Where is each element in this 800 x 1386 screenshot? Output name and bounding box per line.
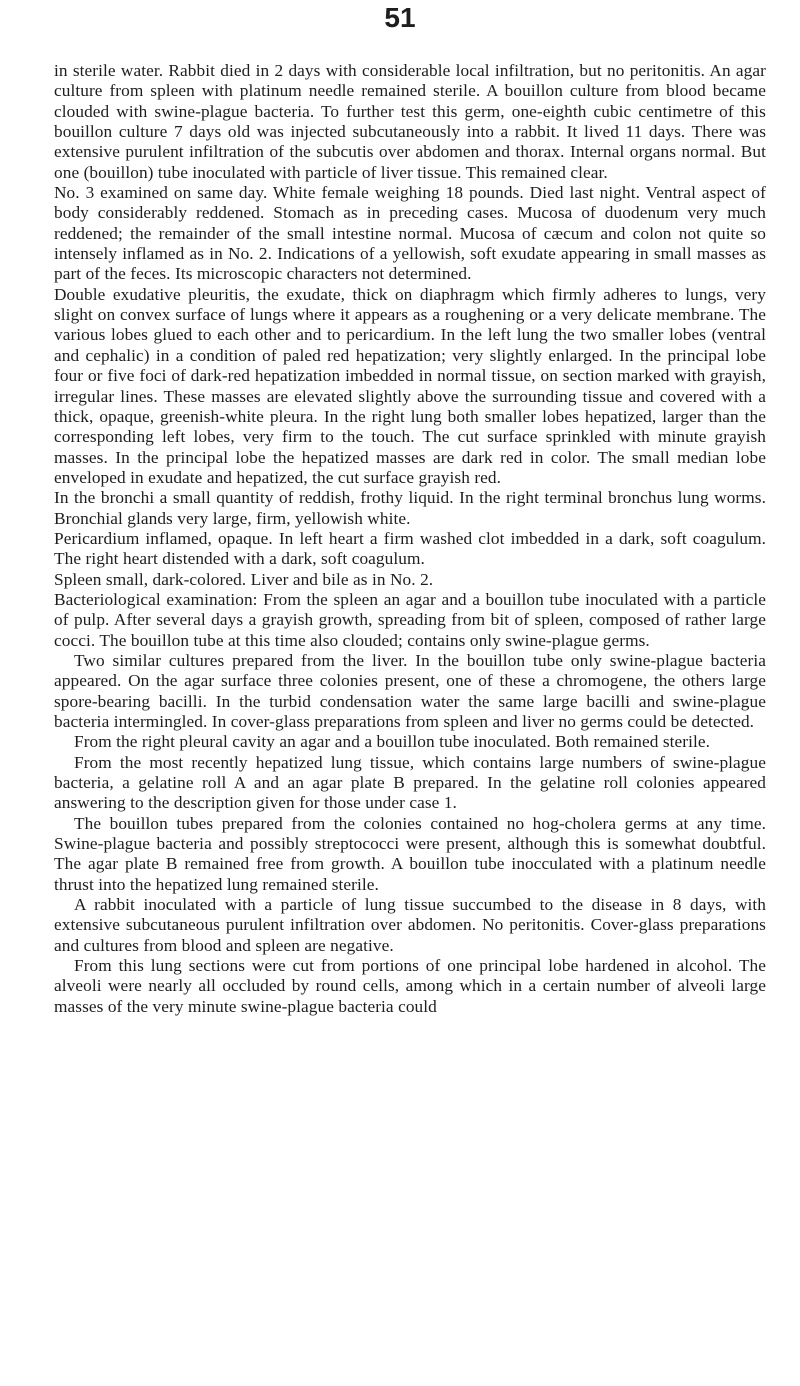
paragraph-bronchi: In the bronchi a small quantity of reddish, frothy liquid. In the right terminal bronchus lung worms. Bronchial glands very large, firm, yellowish white.	[54, 488, 766, 528]
paragraph-pericardium: Pericardium inflamed, opaque. In left heart a firm washed clot imbedded in a dark, soft coagulum. The right heart distended with a dark, soft coagulum.	[54, 528, 766, 569]
paragraph-rabbit-inoculation: A rabbit inoculated with a particle of lung tissue succumbed to the disease in 8 days, with extensive subcutaneous purulent infiltration over abdomen. No peritonitis. Cover-glass preparations and cultures from blood and spleen are negative.	[54, 895, 766, 955]
paragraph-continuation: in sterile water. Rabbit died in 2 days with considerable local infiltration, but no peritonitis. An agar culture from spleen with platinum needle remained sterile. A bouillon culture from blood became clouded with swine-plague bacteria. To further test this germ, one-eighth cubic centimetre of this bouillon culture 7 days old was injected subcutaneously into a rabbit. It lived 11 days. There was extensive purulent infiltration of the subcutis over abdomen and thorax. Internal organs normal. But one (bouillon) tube inoculated with particle of liver tissue. This remained clear.	[54, 61, 766, 182]
paragraph-pleuritis: Double exudative pleuritis, the exudate, thick on diaphragm which firmly adheres to lungs, very slight on convex surface of lungs where it appears as a roughening or a very delicate membrane. The various lobes glued to each other and to pericardium. In the left lung the two smaller lobes (ventral and cephalic) in a condition of paled red hepatization; very slightly enlarged. In the principal lobe four or five foci of dark-red hepatization imbedded in normal tissue, on section marked with grayish, irregular lines. These masses are elevated slightly above the surrounding tissue and covered with a thick, opaque, greenish-white pleura. In the right lung both smaller lobes hepatized, larger than the corresponding left lobes, very firm to the touch. The cut surface sprinkled with minute grayish masses. In the principal lobe the hepatized masses are dark red in color. The small median lobe enveloped in exudate and hepatized, the cut surface grayish red.	[54, 284, 766, 487]
paragraph-bouillon-tubes: The bouillon tubes prepared from the colonies contained no hog-cholera germs at any time. Swine-plague bacteria and possibly streptococci were present, although this is somewhat doubtful. The agar plate B remained free from growth. A bouillon tube inocculated with a platinum needle thrust into the hepatized lung remained sterile.	[54, 813, 766, 894]
paragraph-liver-cultures: Two similar cultures prepared from the liver. In the bouillon tube only swine-plague bacteria appeared. On the agar surface three colonies present, one of these a chromogene, the others large spore-bearing bacilli. In the turbid condensation water the same large bacilli and swine-plague bacteria intermingled. In cover-glass preparations from spleen and liver no germs could be detected.	[54, 650, 766, 731]
page-number: 51	[384, 2, 416, 33]
body-text	[54, 61, 766, 1017]
paragraph-lung-tissue: From the most recently hepatized lung tissue, which contains large numbers of swine-plague bacteria, a gelatine roll A and an agar plate B prepared. In the gelatine roll colonies appeared answering to the description given for those under case 1.	[54, 752, 766, 813]
paragraph-lung-sections: From this lung sections were cut from portions of one principal lobe hardened in alcohol. The alveoli were nearly all occluded by round cells, among which in a certain number of alveoli large masses of the very minute swine-plague bacteria could	[54, 956, 766, 1016]
paragraph-pleural-cavity: From the right pleural cavity an agar and a bouillon tube inoculated. Both remained sterile.	[74, 732, 711, 752]
paragraph-bacteriological-examination: Bacteriological examination: From the spleen an agar and a bouillon tube inoculated with a particle of pulp. After several days a grayish growth, spreading from bit of spleen, composed of rather large cocci. The bouillon tube at this time also clouded; contains only swine-plague germs.	[54, 589, 766, 650]
paragraph-case-3-intro: No. 3 examined on same day. White female weighing 18 pounds. Died last night. Ventral aspect of body considerably reddened. Stomach as in preceding cases. Mucosa of duodenum very much reddened; the remainder of the small intestine normal. Mucosa of cæcum and colon not quite so intensely inflamed as in No. 2. Indications of a yellowish, soft exudate appearing in small masses as part of the feces. Its microscopic characters not determined.	[54, 183, 766, 284]
paragraph-spleen: Spleen small, dark-colored. Liver and bile as in No. 2.	[54, 569, 434, 589]
